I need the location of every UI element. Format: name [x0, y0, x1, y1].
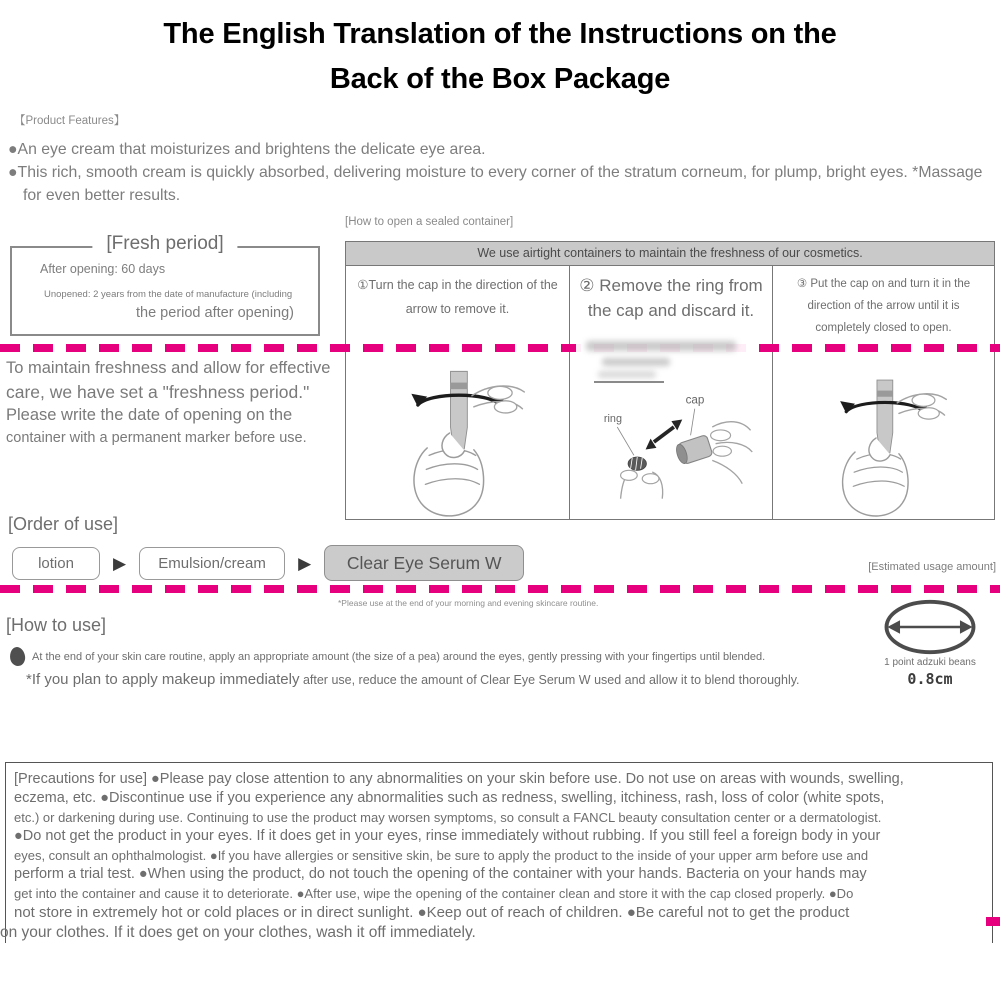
- open-step-3-text: ③ Put the cap on and turn it in the direction of the arrow until it is completely closed to open.: [796, 278, 971, 334]
- order-step-clear-eye-serum: Clear Eye Serum W: [324, 545, 524, 581]
- freshness-note-line: To maintain freshness and allow for effective: [6, 359, 331, 377]
- airtight-container-header: We use airtight containers to maintain the freshness of our cosmetics.: [346, 242, 994, 266]
- open-step-2: [570, 266, 773, 519]
- bullet-icon: [9, 646, 26, 667]
- how-to-open-steps: [346, 266, 994, 519]
- pink-dash-fragment: [986, 917, 1000, 926]
- cap-label: cap: [685, 393, 705, 407]
- precaution-line: not store in extremely hot or cold places or in direct sunlight. ●Keep out of reach of children. ●Be careful not to get the product: [14, 904, 850, 921]
- fresh-period-title: [Fresh period]: [92, 233, 237, 255]
- precaution-line: perform a trial test. ●When using the product, do not touch the opening of the container with your hands. Bacteria on your hands may: [14, 866, 867, 882]
- feature-item: ●An eye cream that moisturizes and brightens the delicate eye area.: [8, 141, 486, 158]
- open-step-1: [346, 266, 570, 519]
- precaution-line: eczema, etc. ●Discontinue use if you experience any abnormalities such as redness, swelling, itchiness, rash, loss of color (white spots,: [14, 790, 885, 806]
- precaution-line: get into the container and cause it to deteriorate. ●After use, wipe the opening of the container clean and store it with the cap closed properly. ●Do: [14, 886, 854, 901]
- precaution-line: [Precautions for use] ●Please pay close attention to any abnormalities on your skin before use. Do not use on areas with wounds, swelling,: [14, 771, 904, 787]
- product-features-label: 【Product Features】: [14, 115, 126, 127]
- fresh-period-unopened: Unopened: 2 years from the date of manufacture (including: [44, 289, 293, 300]
- freshness-note-line: Please write the date of opening on the: [6, 406, 293, 424]
- fresh-period-unopened-cont: the period after opening): [136, 305, 294, 321]
- open-step-2-text: ② Remove the ring from the cap and discard it.: [579, 276, 763, 320]
- precaution-line: etc.) or darkening during use. Continuing to use the product may worsen symptoms, so consult a FANCL beauty consultation center or a dermatologist.: [14, 810, 882, 825]
- how-to-use-heading: [How to use]: [6, 615, 107, 635]
- how-to-use-note-lead: *If you plan to apply makeup immediately: [26, 671, 300, 688]
- order-of-use-flow: [12, 545, 524, 581]
- freshness-note-line: container with a permanent marker before use.: [6, 430, 307, 446]
- how-to-open-label: [How to open a sealed container]: [345, 216, 514, 228]
- page-title-line1: The English Translation of the Instructions on the: [163, 18, 837, 50]
- precaution-line: ●Do not get the product in your eyes. If it does get in your eyes, rinse immediately without rubbing. If you still feel a foreign body in your: [14, 828, 881, 844]
- arrow-right-icon: ▶: [113, 553, 127, 573]
- page-title-line2: Back of the Box Package: [329, 63, 671, 95]
- fresh-period-box: [10, 233, 320, 336]
- estimated-usage-label: [Estimated usage amount]: [868, 561, 996, 573]
- freshness-note: [6, 357, 356, 449]
- order-of-use-footnote: *Please use at the end of your morning and evening skincare routine.: [338, 598, 599, 608]
- page-title: [0, 12, 1000, 102]
- redacted-text-blur: [576, 338, 754, 386]
- precautions-box: [0, 762, 993, 943]
- how-to-use-note: [26, 671, 926, 689]
- feature-item: ●This rich, smooth cream is quickly absorbed, delivering moisture to every corner of the stratum corneum, for plump, bright eyes. *Massage for even better results.: [8, 164, 983, 204]
- freshness-note-line: care, we have set a "freshness period.": [6, 382, 310, 402]
- usage-amount-illustration: [878, 598, 982, 661]
- precaution-line: eyes, consult an ophthalmologist. ●If you have allergies or sensitive skin, be sure to apply the product to the inside of your upper arm before use and: [14, 848, 869, 863]
- product-features-list: [8, 138, 998, 207]
- open-step-1-text: ①Turn the cap in the direction of the arrow to remove it.: [357, 278, 558, 316]
- usage-amount-caption: 1 point adzuki beans: [884, 657, 976, 668]
- order-step-emulsion: Emulsion/cream: [139, 547, 285, 580]
- fresh-period-after-opening: After opening: 60 days: [40, 262, 166, 276]
- usage-amount-size: 0.8cm: [907, 670, 953, 688]
- close-cap-illustration: [786, 359, 981, 517]
- pink-dashed-divider-bottom: [0, 585, 1000, 593]
- how-to-use-instruction: At the end of your skin care routine, apply an appropriate amount (the size of a pea) around the eyes, gently pressing with your fingertips until blended.: [32, 651, 766, 663]
- how-to-use-note-rest: after use, reduce the amount of Clear Eye Serum W used and allow it to blend thoroughly.: [299, 673, 800, 687]
- open-step-3: [773, 266, 994, 519]
- precaution-line: on your clothes. If it does get on your clothes, wash it off immediately.: [0, 923, 476, 941]
- order-step-lotion: lotion: [12, 547, 100, 580]
- ring-label: ring: [603, 413, 622, 425]
- pink-dashed-divider-top: [0, 344, 1000, 352]
- order-of-use-heading: [Order of use]: [8, 514, 119, 534]
- turn-cap-illustration: [355, 349, 560, 517]
- ring-cap-illustration: [571, 367, 771, 517]
- arrow-right-icon: ▶: [298, 553, 312, 573]
